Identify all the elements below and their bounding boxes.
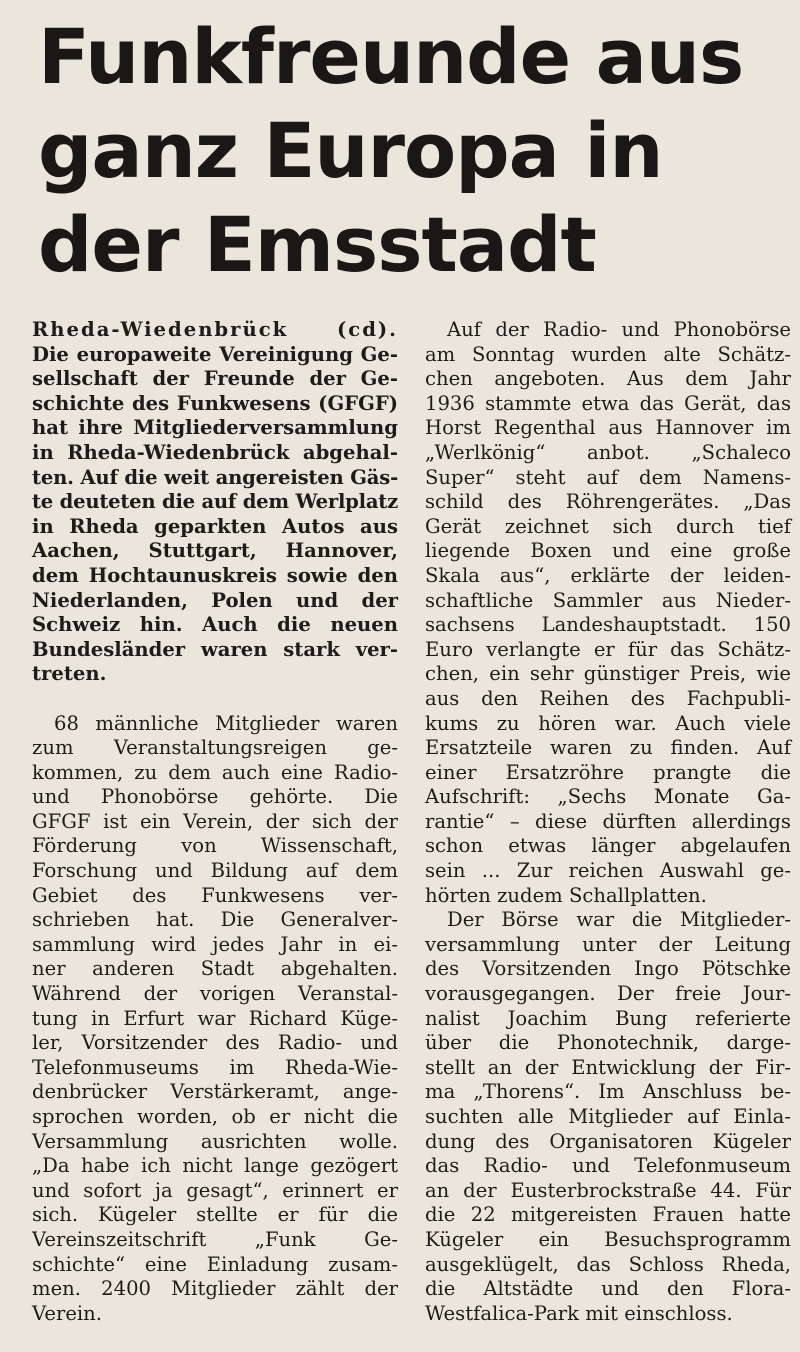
text-line: Niederlanden, Polen und der: [32, 588, 398, 612]
text-line: Kügeler ein Besuchsprogramm: [425, 1227, 791, 1251]
text-line: ner anderen Stadt abgehalten.: [32, 957, 398, 981]
text-line: Skala aus“, erklärte der leiden-: [425, 563, 791, 587]
text-line: liegende Boxen und eine große: [425, 539, 791, 563]
lead-lines: [32, 343, 398, 687]
text-line: Westfalica-Park mit einschloss.: [425, 1301, 733, 1325]
text-line: hörten zudem Schallplatten.: [425, 883, 707, 907]
text-line: Telefonmuseums im Rheda-Wie-: [32, 1055, 398, 1079]
text-line: zum Veranstaltungsreigen ge-: [32, 736, 398, 760]
text-line: kums zu hören war. Auch viele: [425, 711, 791, 735]
text-line: Euro verlangte er für das Schätz-: [425, 637, 791, 661]
text-line: Gebiet des Funkwesens ver-: [32, 883, 398, 907]
text-line: te deuteten die auf dem Werlplatz: [32, 490, 398, 514]
text-line: Verein.: [32, 1301, 103, 1325]
text-line: kommen, zu dem auch eine Radio-: [32, 760, 398, 784]
headline: [38, 10, 778, 292]
text-line: dem Hochtaunuskreis sowie den: [32, 563, 398, 587]
text-line: denbrücker Verstärkeramt, ange-: [32, 1080, 398, 1104]
text-line: am Sonntag wurden alte Schätz-: [425, 342, 791, 366]
text-line: dung des Organisatoren Kügeler: [425, 1129, 791, 1153]
text-line: Super“ steht auf dem Namens-: [425, 465, 791, 489]
headline-line: Funkfreunde aus: [38, 12, 744, 101]
text-line: sprochen worden, ob er nicht die: [32, 1105, 398, 1128]
text-line: sachsens Landeshauptstadt. 150: [425, 613, 791, 637]
text-line: nalist Joachim Bung referierte: [425, 1006, 791, 1030]
text-line: tung in Erfurt war Richard Küge-: [32, 1006, 398, 1030]
text-line: Bundesländer waren stark ver-: [32, 637, 398, 661]
headline-line: ganz Europa in: [38, 106, 663, 195]
text-line: in Rheda geparkten Autos aus: [32, 514, 398, 538]
text-line: schild des Röhrengerätes. „Das: [425, 490, 791, 514]
text-line: Auf der Radio- und Phonobörse: [447, 318, 791, 341]
text-line: chen angeboten. Aus dem Jahr: [425, 367, 791, 391]
text-line: Horst Regenthal aus Hannover im: [425, 416, 791, 440]
text-line: ma „Thorens“. Im Anschluss be-: [425, 1080, 791, 1104]
text-line: Der Börse war die Mitglieder-: [447, 908, 791, 932]
text-line: Forschung und Bildung auf dem: [32, 859, 398, 883]
text-line: GFGF ist ein Verein, der sich der: [32, 809, 398, 833]
left-column: [32, 318, 398, 1326]
text-line: Während der vorigen Veranstal-: [32, 982, 398, 1006]
text-line: sich. Kügeler stellte er für die: [32, 1203, 398, 1227]
text-line: rantie“ – diese dürften allerdings: [425, 809, 791, 833]
text-line: sein ... Zur reichen Auswahl ge-: [425, 859, 791, 883]
text-line: Aufschrift: „Sechs Monate Ga-: [425, 785, 791, 809]
text-line: Gerät zeichnet sich durch tief: [425, 514, 791, 538]
text-line: sellschaft der Freunde der Ge-: [32, 367, 398, 391]
body-paragraph: [425, 908, 791, 1326]
paragraph-gap: [32, 687, 398, 712]
text-line: treten.: [32, 662, 107, 686]
text-line: chen, ein sehr günstiger Preis, wie: [425, 662, 791, 686]
lead-paragraph: [32, 318, 398, 687]
text-line: „Da habe ich nicht lange gezögert: [32, 1154, 398, 1178]
text-line: die 22 mitgereisten Frauen hatte: [425, 1203, 791, 1227]
text-line: ler, Vorsitzender des Radio- und: [32, 1031, 398, 1055]
text-line: versammlung unter der Leitung: [425, 932, 791, 956]
text-line: das Radio- und Telefonmuseum: [425, 1154, 791, 1178]
text-line: vorausgegangen. Der freie Jour-: [425, 982, 791, 1006]
text-line: aus den Reihen des Fachpubli-: [425, 686, 791, 710]
text-line: ten. Auf die weit angereisten Gäs-: [32, 465, 398, 489]
dateline: Rheda-Wiedenbrück (cd).: [32, 318, 398, 341]
text-line: Schweiz hin. Auch die neuen: [32, 613, 398, 637]
right-column: [425, 318, 791, 1326]
text-line: schrieben hat. Die Generalver-: [32, 908, 398, 932]
text-line: Versammlung ausrichten wolle.: [32, 1129, 398, 1153]
headline-line: der Emsstadt: [38, 200, 596, 289]
text-line: und sofort ja gesagt“, erinnert er: [32, 1178, 398, 1202]
text-line: Ersatzteile waren zu finden. Auf: [425, 736, 791, 760]
text-line: Förderung von Wissenschaft,: [32, 834, 398, 858]
text-line: suchten alle Mitglieder auf Einla-: [425, 1105, 791, 1128]
text-line: men. 2400 Mitglieder zählt der: [32, 1277, 398, 1301]
text-line: 68 männliche Mitglieder waren: [54, 711, 398, 735]
text-line: Aachen, Stuttgart, Hannover,: [32, 539, 398, 563]
text-line: ausgeklügelt, das Schloss Rheda,: [425, 1252, 791, 1276]
text-line: schon etwas länger abgelaufen: [425, 834, 791, 858]
text-line: und Phonobörse gehörte. Die: [32, 785, 398, 809]
text-line: des Vorsitzenden Ingo Pötschke: [425, 957, 791, 981]
text-line: schaftliche Sammler aus Nieder-: [425, 588, 791, 612]
text-line: die Altstädte und den Flora-: [425, 1277, 791, 1301]
text-line: „Werlkönig“ anbot. „Schaleco: [425, 440, 791, 464]
text-line: 1936 stammte etwa das Gerät, das: [425, 391, 791, 415]
text-line: Vereinszeitschrift „Funk Ge-: [32, 1227, 398, 1251]
text-line: Die europaweite Vereinigung Ge-: [32, 342, 398, 366]
text-line: an der Eusterbrockstraße 44. Für: [425, 1178, 791, 1202]
text-line: in Rheda-Wiedenbrück abgehal-: [32, 440, 398, 464]
text-line: sammlung wird jedes Jahr in ei-: [32, 932, 398, 956]
text-line: schichte“ eine Einladung zusam-: [32, 1252, 398, 1276]
text-line: einer Ersatzröhre prangte die: [425, 760, 791, 784]
text-line: hat ihre Mitgliederversammlung: [32, 416, 398, 440]
body-paragraph: [425, 318, 791, 908]
text-line: schichte des Funkwesens (GFGF): [32, 391, 398, 415]
text-line: stellt an der Entwicklung der Fir-: [425, 1055, 791, 1079]
body-paragraph: [32, 712, 398, 1327]
text-line: über die Phonotechnik, darge-: [425, 1031, 791, 1055]
